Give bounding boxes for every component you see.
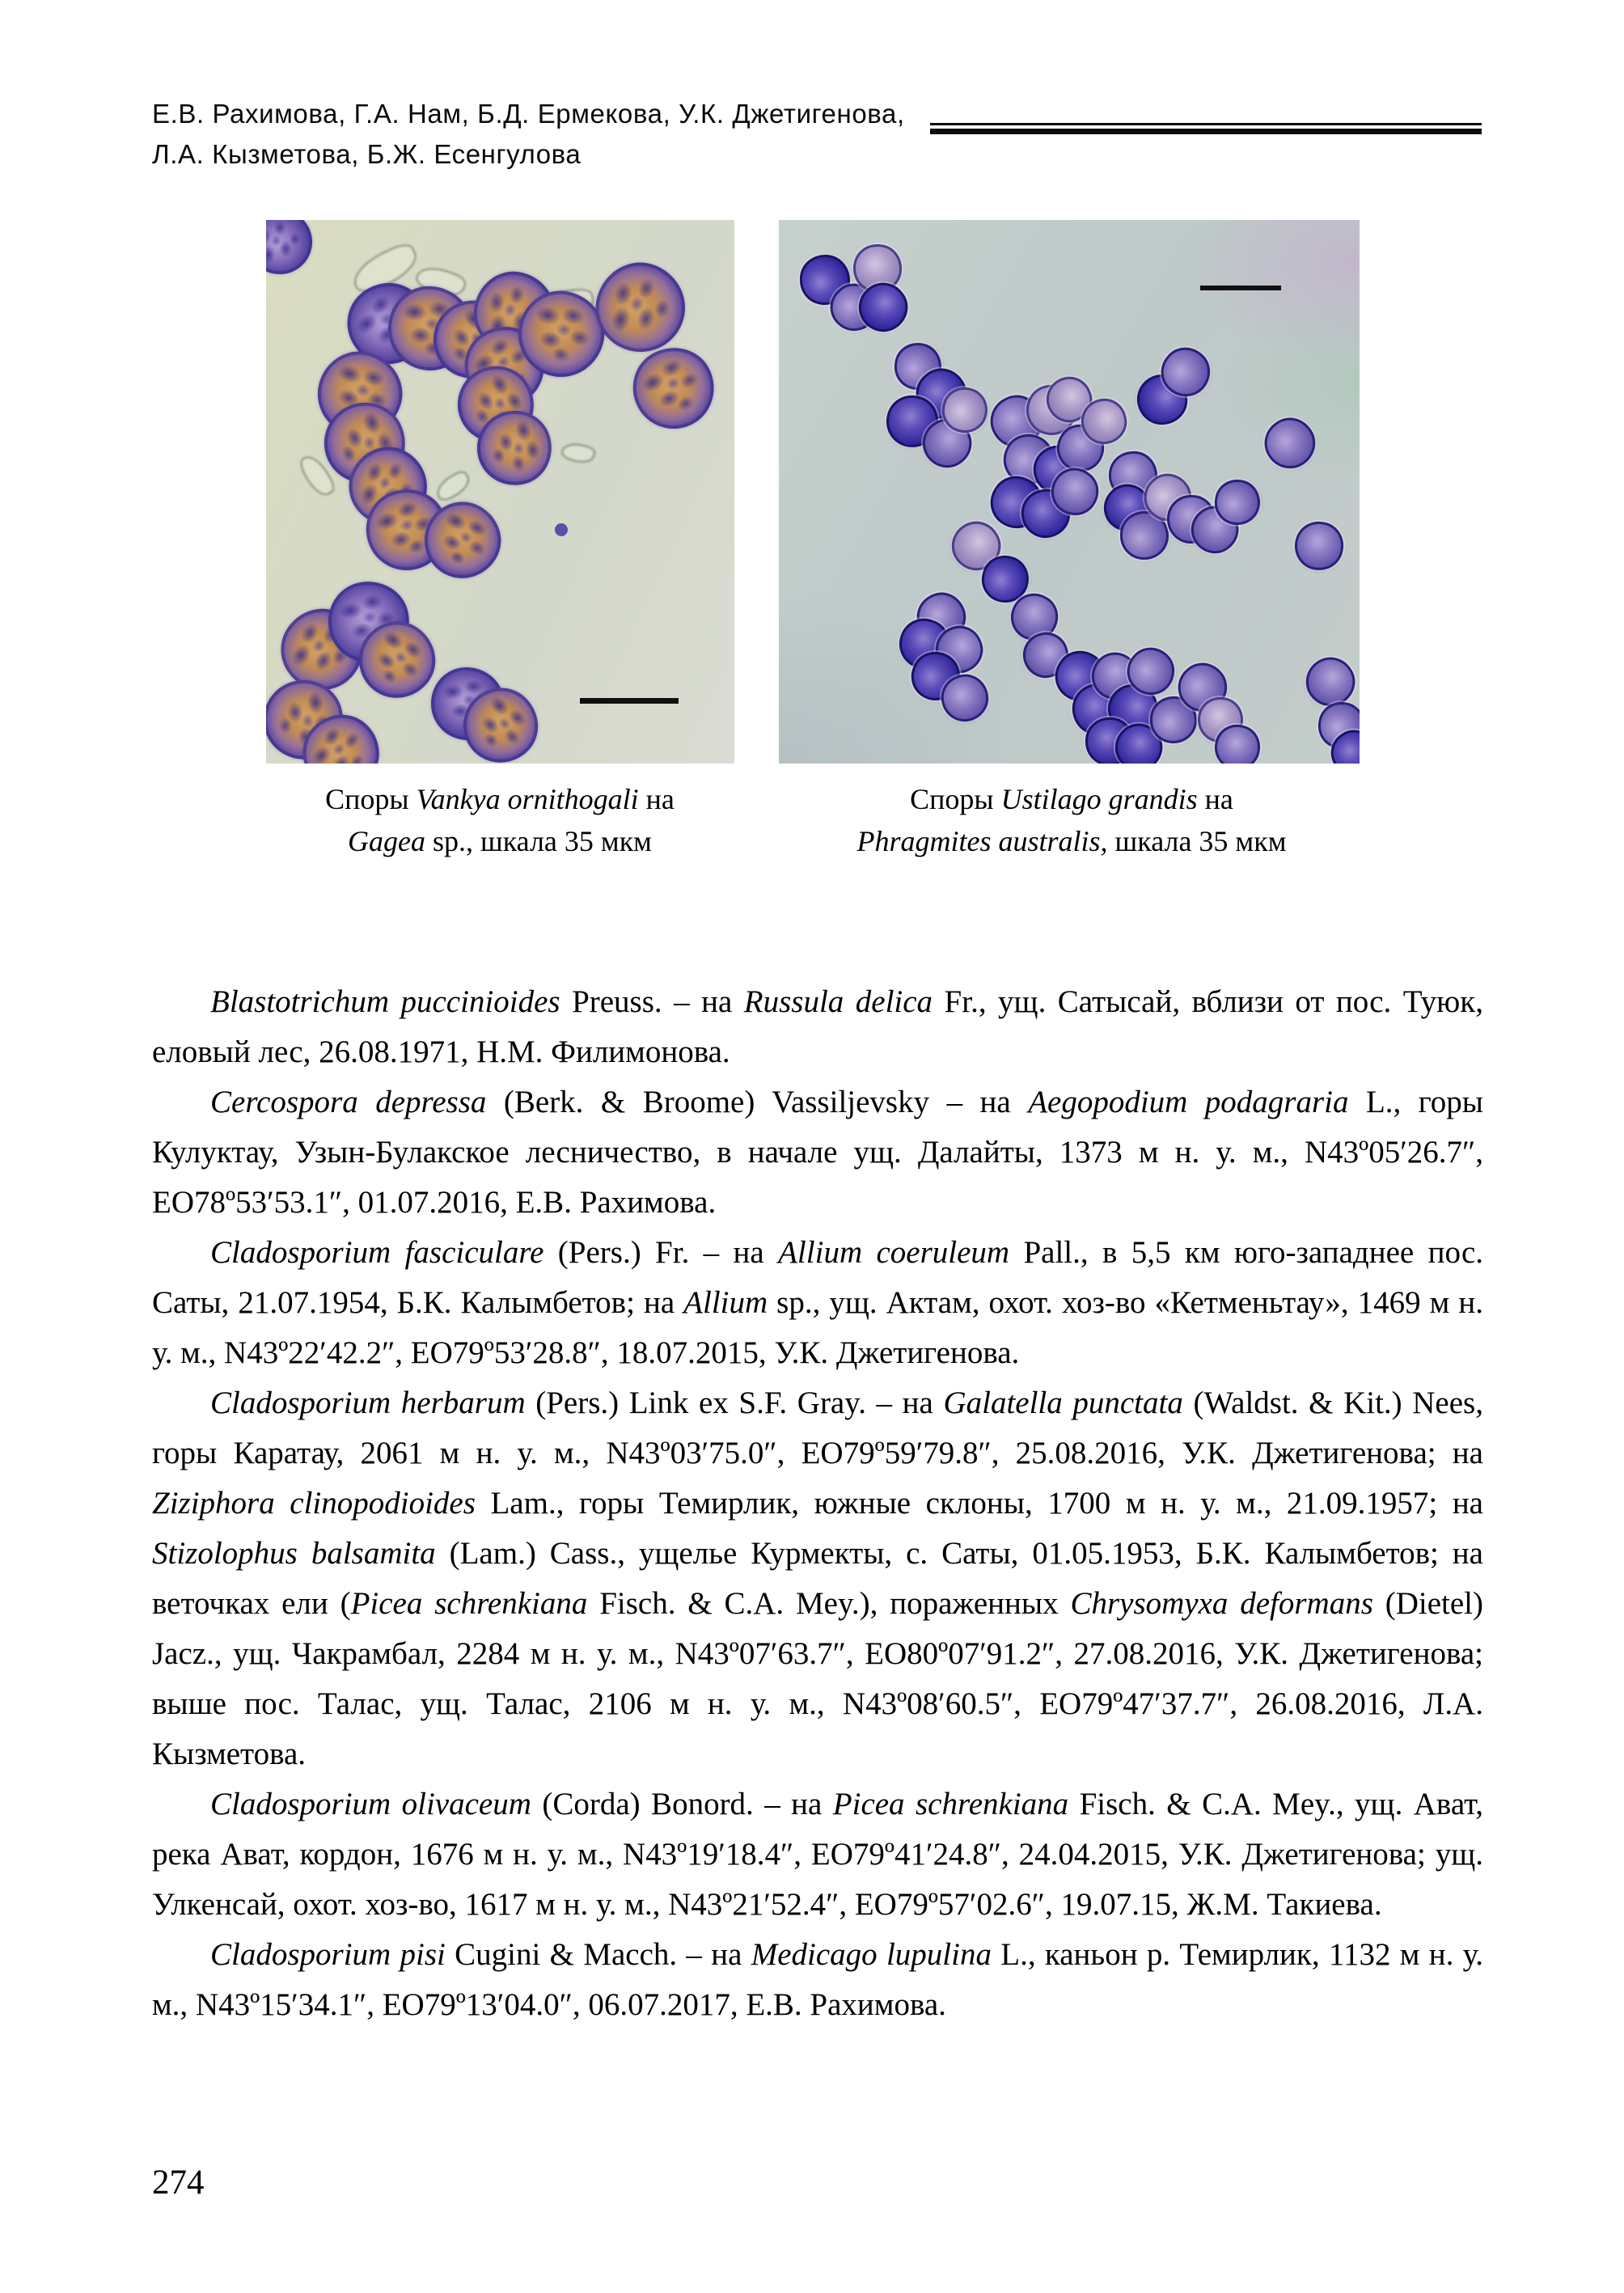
species-record-cladosporium-olivaceum: Cladosporium olivaceum (Corda) Bonord. – на Picea schrenkiana Fisch. & C.A. Mey., ущ. Ават, река Ават, кордон, 1676 м н. у. м., N43º19′18.4″, ЕО79º41′24.8″, 24.04.2015, У.К. Джетигенова; ущ. Улкенсай, охот. хоз-во, 1617 м н. у. м., N43º21′52.4″, ЕО79º57′02.6″, 19.07.15, Ж.М. Такиева. <box>152 1787 1483 1922</box>
caption-vankya <box>233 778 767 862</box>
authors-line-1: Е.В. Рахимова, Г.А. Нам, Б.Д. Ермекова, У.К. Джетигенова, <box>152 99 905 129</box>
caption-vankya-line2: Gagea sp., шкала 35 мкм <box>348 825 652 857</box>
header-rule <box>930 123 1482 134</box>
species-record-cladosporium-pisi: Cladosporium pisi Cugini & Macch. – на Medicago lupulina L., каньон р. Темирлик, 1132 м н. у. м., N43º15′34.1″, ЕО79º13′04.0″, 06.07.2017, Е.В. Рахимова. <box>152 1937 1484 2022</box>
scale-bar <box>1200 286 1282 290</box>
micrograph-vankya-ornithogali <box>266 220 734 764</box>
species-record-cladosporium-herbarum: Cladosporium herbarum (Pers.) Link ex S.F. Gray. – на Galatella punctata (Waldst. & Kit.) Nees, горы Каратау, 2061 м н. у. м., N43º03′75.0″, ЕО79º59′79.8″, 25.08.2016, У.К. Джетигенова; на Ziziphora clinopodioides Lam., горы Темирлик, южные склоны, 1700 м н. у. м., 21.09.1957; на Stizolophus balsamita (Lam.) Cass., ущелье Курмекты, с. Саты, 01.05.1953, Б.К. Калымбетов; на веточках ели (Picea schrenkiana Fisch. & C.A. Mey.), пораженных Chrysomyxa deformans (Dietel) Jacz., ущ. Чакрамбал, 2284 м н. у. м., N43º07′63.7″, ЕО80º07′91.2″, 27.08.2016, У.К. Джетигенова; выше пос. Талас, ущ. Талас, 2106 м н. у. м., N43º08′60.5″, ЕО79º47′37.7″, 26.08.2016, Л.А. Кызметова. <box>152 1386 1483 1771</box>
species-record-cercospora-depressa: Cercospora depressa (Berk. & Broome) Vassiljevsky – на Aegopodium podagraria L., горы Кулуктау, Узын-Булакское лесничество, в начале ущ. Далайты, 1373 м н. у. м., N43º05′26.7″, ЕО78º53′53.1″, 01.07.2016, Е.В. Рахимова. <box>152 1085 1483 1220</box>
caption-vankya-line1: Споры Vankya ornithogali на <box>325 783 675 815</box>
caption-ustilago-line2: Phragmites australis, шкала 35 мкм <box>856 825 1287 857</box>
spore <box>555 523 568 536</box>
debris-mark <box>559 438 597 466</box>
authors-line-2: Л.А. Кызметова, Б.Ж. Есенгулова <box>152 139 582 169</box>
caption-ustilago <box>797 778 1347 862</box>
spore <box>1290 517 1348 575</box>
header-rule-thick-line <box>930 129 1482 134</box>
micrograph-ustilago-grandis <box>779 220 1360 764</box>
spore <box>1255 408 1325 477</box>
page-number: 274 <box>152 2164 205 2202</box>
species-record-cladosporium-fasciculare: Cladosporium fasciculare (Pers.) Fr. – на Allium coeruleum Pall., в 5,5 км юго-западнее пос. Саты, 21.07.1954, Б.К. Калымбетов; на Allium sp., ущ. Актам, охот. хоз-во «Кетменьтау», 1469 м н. у. м., N43º22′42.2″, ЕО79º53′28.8″, 18.07.2015, У.К. Джетигенова. <box>152 1235 1484 1370</box>
debris-mark <box>432 467 475 505</box>
header-rule-thin-line <box>930 123 1482 125</box>
body-text <box>152 977 1483 2030</box>
spore <box>266 220 312 274</box>
species-record-blastotrichum-puccinioides: Blastotrichum puccinioides Preuss. – на Russula delica Fr., ущ. Сатысай, вблизи от пос. Туюк, еловый лес, 26.08.1971, Н.М. Филимонова. <box>152 984 1483 1069</box>
page-header-authors <box>152 94 905 175</box>
caption-ustilago-line1: Споры Ustilago grandis на <box>910 783 1233 815</box>
scale-bar <box>580 698 679 704</box>
